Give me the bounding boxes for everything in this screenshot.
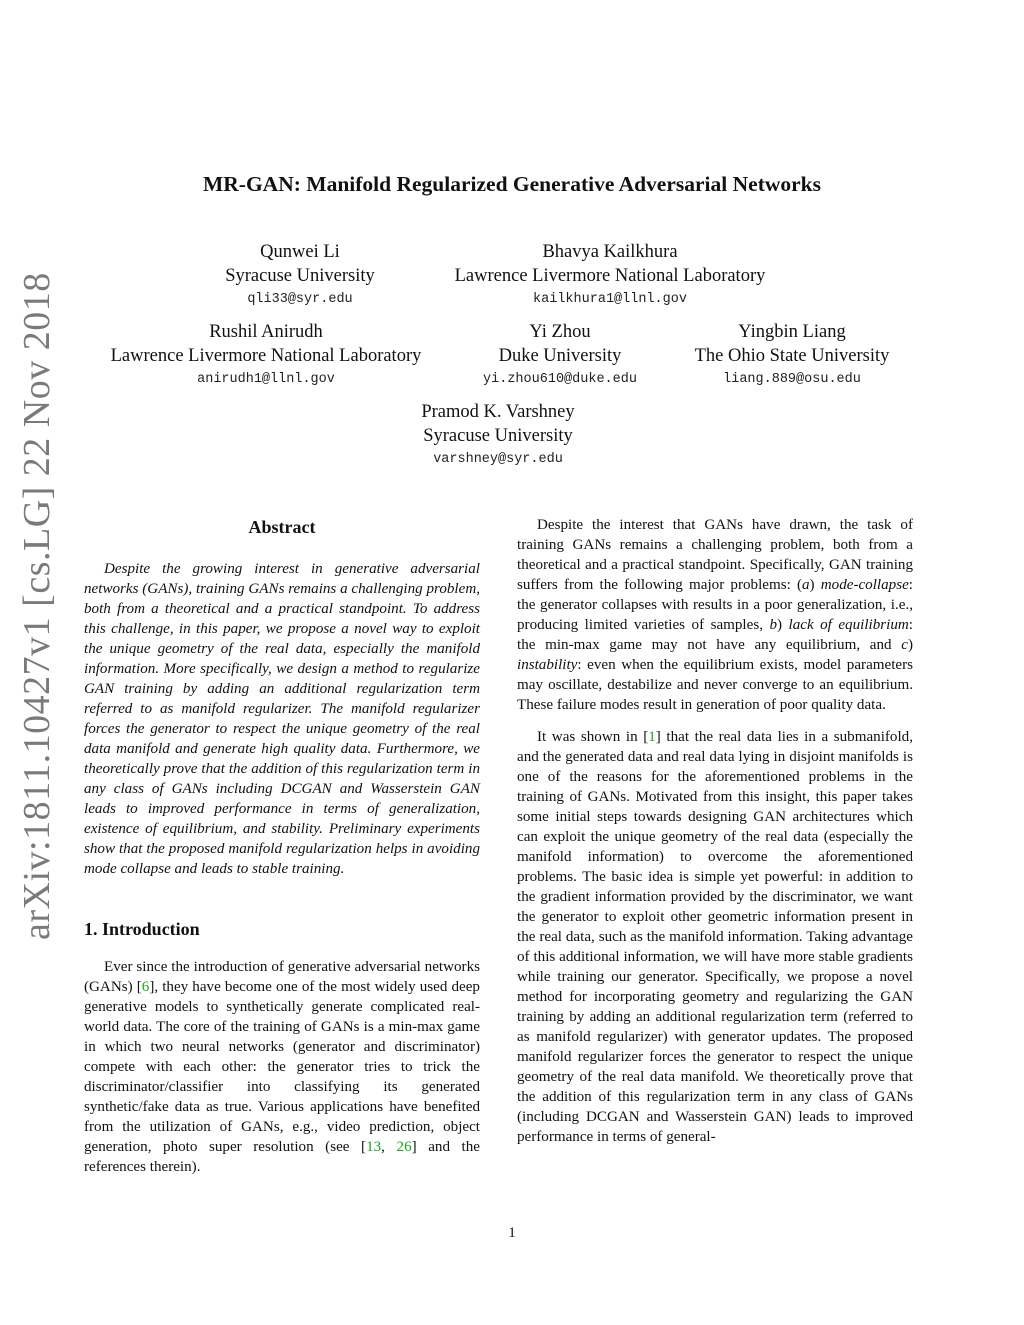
author-name: Qunwei Li: [260, 242, 340, 262]
paper-title: MR-GAN: Manifold Regularized Generative Adversarial Networks: [202, 172, 821, 196]
author-affiliation: Syracuse University: [225, 266, 375, 286]
author-name: Bhavya Kailkhura: [542, 242, 678, 262]
author-email[interactable]: anirudh1@llnl.gov: [197, 372, 335, 387]
author-affiliation: Lawrence Livermore National Laboratory: [110, 346, 422, 366]
arxiv-stamp: arXiv:1811.10427v1 [cs.LG] 22 Nov 2018: [16, 272, 58, 940]
emphasis-text: mode-collapse: [820, 577, 909, 593]
author-email[interactable]: varshney@syr.edu: [433, 452, 563, 467]
author-block: [440, 320, 680, 392]
page-number: 1: [508, 1225, 516, 1241]
left-column: [84, 515, 480, 1177]
text-run: ,: [381, 1139, 397, 1155]
author-affiliation: Lawrence Livermore National Laboratory: [454, 266, 766, 286]
author-affiliation: Syracuse University: [423, 426, 573, 446]
text-run: ] and the references therein).: [84, 1139, 481, 1175]
citation-link[interactable]: 6: [141, 979, 150, 995]
intro-paragraph: [84, 957, 480, 1177]
text-run: : the min-max game may not have any equilibrium, and: [517, 617, 913, 653]
citation-link[interactable]: 26: [396, 1139, 412, 1155]
emphasis-text: lack of equilibrium: [788, 617, 909, 633]
author-affiliation: The Ohio State University: [694, 346, 890, 366]
text-run: ): [809, 577, 821, 593]
abstract-section: [84, 515, 480, 879]
right-column: [517, 515, 913, 1147]
author-name: Yingbin Liang: [738, 322, 846, 342]
author-email[interactable]: qli33@syr.edu: [247, 292, 353, 307]
author-email[interactable]: liang.889@osu.edu: [723, 372, 861, 387]
author-block: [76, 320, 456, 392]
list-label: b: [769, 617, 777, 633]
text-run: ): [907, 637, 913, 653]
author-affiliation: Duke University: [498, 346, 622, 366]
citation-link[interactable]: 1: [648, 729, 656, 745]
list-label: a: [802, 577, 810, 593]
text-run: ] that the real data lies in a submanifold, and the generated data and real data lying in disjoint manifolds is one of the reasons for the aforementioned problems in the training of GANs. Motivated from this insight, this paper takes some initial steps towards designing GAN architectures which can exploit the unique geometry of the real data (especially the manifold information) to overcome the aforementioned problems. The basic idea is simple yet powerful: in addition to the gradient information provided by the discriminator, we want the generator to exploit other geometric information present in the real data, such as the manifold information. Taking advantage of this additional information, we will have more stable gradients while training our generator. Specifically, we propose a novel method for incorporating geometry and regularizing the GAN training by adding an additional regularization term (referred to as manifold regularizer) with generator updates. The proposed manifold regularizer forces the generator to respect the unique geometry of the real data manifold. We theoretically prove that the addition of this regularization term in any class of GANs (including DCGAN and Wasserstein GAN) leads to improved performance in terms of general-: [517, 729, 913, 1145]
body-paragraph: [517, 727, 913, 1147]
author-email[interactable]: kailkhura1@llnl.gov: [533, 292, 687, 307]
author-name: Pramod K. Varshney: [421, 402, 575, 422]
author-email[interactable]: yi.zhou610@duke.edu: [483, 372, 637, 387]
abstract-heading: Abstract: [248, 517, 316, 537]
introduction-heading: 1. Introduction: [84, 919, 200, 939]
text-run: ], they have become one of the most widely used deep generative models to synthetically generate complicated real-world data. The core of the training of GANs is a min-max game in which two neural networks (generator and discriminator) compete with each other: the generator tries to trick the discriminator/classifier into classifying its generated synthetic/fake data as true. Various applications have benefited from the utilization of GANs, e.g., video prediction, object generation, photo super resolution (see [: [84, 979, 480, 1155]
text-run: : even when the equilibrium exists, model parameters may oscillate, destabilize and never converge to an equilibrium. These failure modes result in generation of poor quality data.: [517, 657, 913, 713]
text-run: Ever since the introduction of generative adversarial networks (GANs) [: [84, 959, 480, 995]
body-paragraph: [517, 515, 913, 715]
citation-link[interactable]: 13: [366, 1139, 382, 1155]
text-run: It was shown in [: [537, 729, 649, 745]
author-name: Yi Zhou: [529, 322, 591, 342]
text-run: : the generator collapses with results in a poor generalization, i.e., producing limited varieties of samples,: [517, 577, 913, 633]
list-label: c: [901, 637, 908, 653]
abstract-text: Despite the growing interest in generative adversarial networks (GANs), training GANs remains a challenging problem, both from a theoretical and a practical standpoint. To address this challenge, in this paper, we propose a novel way to exploit the unique geometry of the real data, especially the manifold information. More specifically, we design a method to regularize GAN training by adding an additional regularization term referred to as manifold regularizer. The manifold regularizer forces the generator to respect the unique geometry of the real data manifold and generate high quality data. Furthermore, we theoretically prove that the addition of this regularization term in any class of GANs including DCGAN and Wasserstein GAN leads to improved performance in terms of generalization, existence of equilibrium, and stability. Preliminary experiments show that the proposed manifold regularization helps in avoiding mode collapse and leads to stable training.: [84, 561, 480, 877]
emphasis-text: instability: [517, 657, 578, 673]
author-name: Rushil Anirudh: [209, 322, 323, 342]
text-run: (: [796, 577, 802, 593]
author-block: [388, 400, 608, 472]
author-block: [170, 240, 430, 312]
author-block: [420, 240, 800, 312]
text-run: ): [777, 617, 789, 633]
text-run: Despite the interest that GANs have drawn, the task of training GANs remains a challenging problem, both from a theoretical and a practical standpoint. Specifically, GAN training suffers from the following major problems:: [517, 517, 913, 593]
author-block: [672, 320, 912, 392]
